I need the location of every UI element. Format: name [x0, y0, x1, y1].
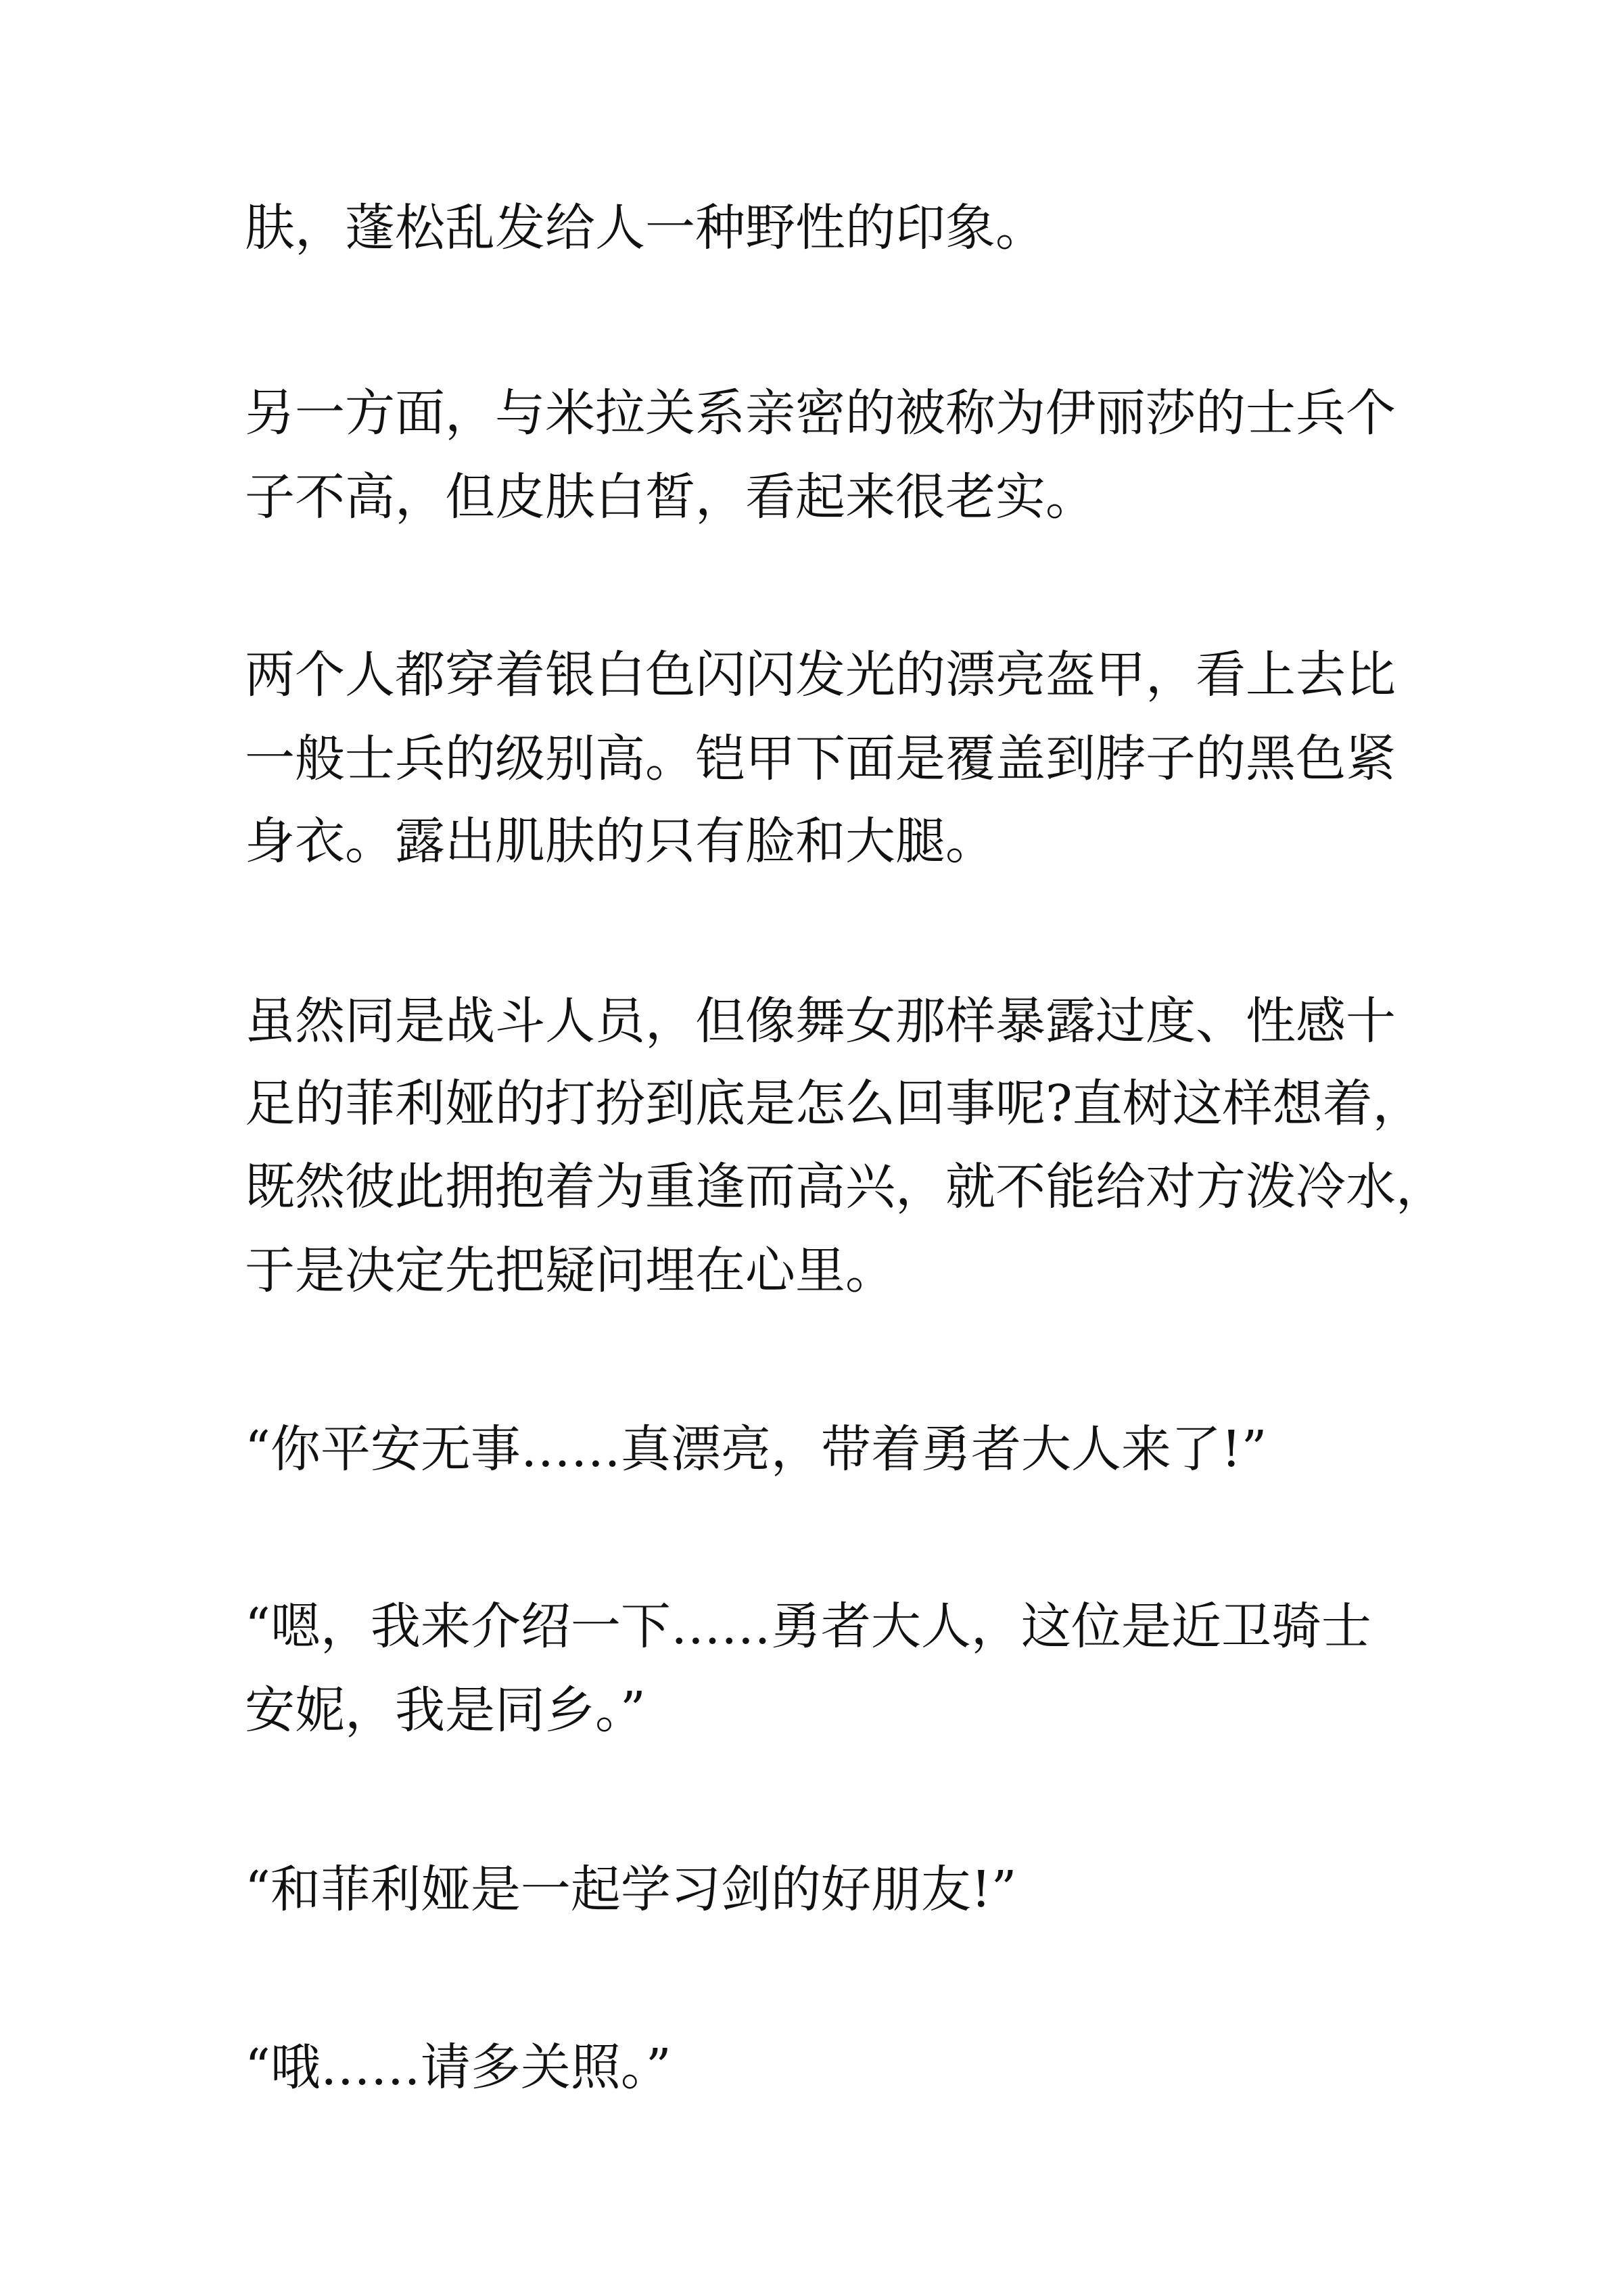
paragraph-4-line-3: 既然彼此拥抱着为重逢而高兴，就不能给对方泼冷水， [245, 1158, 1446, 1216]
paragraph-4-line-4: 于是决定先把疑问埋在心里。 [245, 1242, 895, 1300]
paragraph-4-line-2: 足的菲利娅的打扮到底是怎么回事呢?直树这样想着， [245, 1075, 1423, 1133]
paragraph-1-line-1: 肤，蓬松乱发给人一种野性的印象。 [245, 199, 1045, 257]
paragraph-3-line-3: 身衣。露出肌肤的只有脸和大腿。 [245, 812, 995, 870]
dialogue-2-line-1: “嗯，我来介绍一下……勇者大人，这位是近卫骑士 [245, 1597, 1371, 1656]
dialogue-1-line-1: “你平安无事……真漂亮，带着勇者大人来了!” [245, 1420, 1267, 1478]
dialogue-3-line-1: “和菲利娅是一起学习剑的好朋友!” [245, 1860, 1017, 1919]
dialogue-4-line-1: “哦……请多关照。” [245, 2038, 672, 2096]
dialogue-2-line-2: 安妮，我是同乡。” [245, 1681, 646, 1739]
paragraph-4-line-1: 虽然同是战斗人员，但像舞女那样暴露过度、性感十 [245, 992, 1396, 1050]
paragraph-3-line-1: 两个人都穿着银白色闪闪发光的漂亮盔甲，看上去比 [245, 646, 1396, 704]
paragraph-3-line-2: 一般士兵的级别高。铠甲下面是覆盖到脖子的黑色紧 [245, 730, 1396, 788]
paragraph-2-line-2: 子不高，但皮肤白皙，看起来很老实。 [245, 468, 1096, 526]
paragraph-2-line-1: 另一方面，与米拉关系亲密的被称为伊丽莎的士兵个 [245, 384, 1396, 442]
